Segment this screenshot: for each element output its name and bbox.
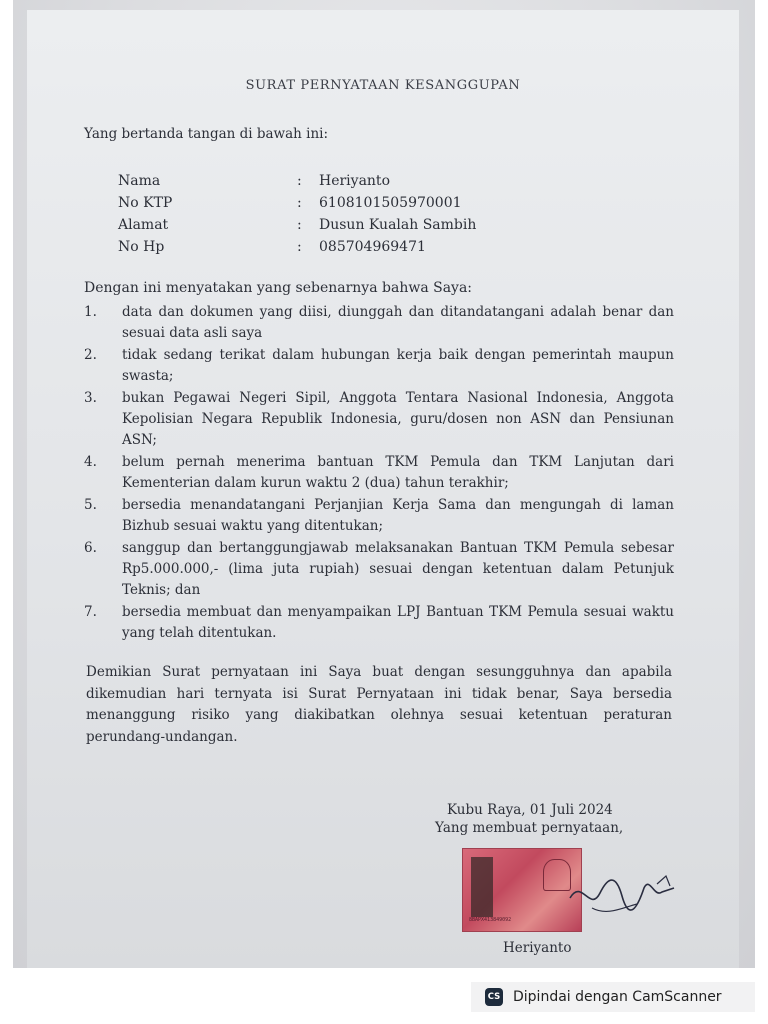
signer-label: Yang membuat pernyataan, — [435, 820, 624, 836]
list-item — [84, 602, 674, 644]
field-value: 085704969471 — [319, 239, 426, 255]
item-number: 1. — [84, 304, 97, 320]
field-row-name — [118, 170, 476, 192]
field-separator: : — [297, 217, 302, 233]
item-number: 6. — [84, 540, 97, 556]
field-row-phone — [118, 236, 476, 258]
item-number: 5. — [84, 497, 97, 513]
intro-text: Yang bertanda tangan di bawah ini: — [84, 126, 329, 142]
item-text: tidak sedang terikat dalam hubungan kerja baik dengan pemerintah maupun swasta; — [122, 347, 674, 384]
list-item — [84, 538, 674, 601]
document-paper — [27, 10, 739, 968]
item-text: bukan Pegawai Negeri Sipil, Anggota Tentara Nasional Indonesia, Anggota Kepolisian Negara Republik Indonesia, guru/dosen non ASN dan Pensiunan ASN; — [122, 390, 674, 448]
item-text: sanggup dan bertanggungjawab melaksanakan Bantuan TKM Pemula sebesar Rp5.000.000,- (lima juta rupiah) sesuai dengan ketentuan dalam Petunjuk Teknis; dan — [122, 540, 674, 598]
field-separator: : — [297, 173, 302, 189]
field-row-address — [118, 214, 476, 236]
list-item — [84, 302, 674, 344]
statement-list — [84, 302, 674, 645]
list-item — [84, 452, 674, 494]
list-item — [84, 345, 674, 387]
field-label: Alamat — [118, 217, 169, 233]
item-text: bersedia menandatangani Perjanjian Kerja Sama dan mengungah di laman Bizhub sesuai waktu yang ditentukan; — [122, 497, 674, 534]
signed-name: Heriyanto — [503, 940, 572, 956]
stamp-shadow — [471, 857, 493, 917]
stamp-code: 8BAPX413849092 — [469, 917, 512, 923]
field-separator: : — [297, 239, 302, 255]
place-date: Kubu Raya, 01 Juli 2024 — [447, 802, 613, 818]
item-number: 2. — [84, 347, 97, 363]
field-value: Dusun Kualah Sambih — [319, 217, 477, 233]
field-value: Heriyanto — [319, 173, 390, 189]
field-row-ktp — [118, 192, 476, 214]
camscanner-text: Dipindai dengan CamScanner — [513, 989, 722, 1005]
document-title: SURAT PERNYATAAN KESANGGUPAN — [245, 78, 521, 93]
camscanner-icon: CS — [485, 988, 503, 1006]
identity-fields — [118, 170, 476, 258]
item-text: belum pernah menerima bantuan TKM Pemula dan TKM Lanjutan dari Kementerian dalam kurun waktu 2 (dua) tahun terakhir; — [122, 454, 674, 491]
signature-scribble — [562, 858, 682, 928]
camscanner-badge — [471, 982, 755, 1012]
field-label: No KTP — [118, 195, 173, 211]
list-item — [84, 388, 674, 451]
closing-paragraph: Demikian Surat pernyataan ini Saya buat dengan sesungguhnya dan apabila dikemudian hari ternyata isi Surat Pernyataan ini tidak benar, Saya bersedia menanggung risiko yang diakibatkan olehnya sesuai ketentuan peraturan perundang-undangan. — [86, 664, 672, 745]
item-text: bersedia membuat dan menyampaikan LPJ Bantuan TKM Pemula sesuai waktu yang telah ditentukan. — [122, 604, 674, 641]
item-number: 4. — [84, 454, 97, 470]
field-value: 6108101505970001 — [319, 195, 462, 211]
item-number: 3. — [84, 390, 97, 406]
scanned-page — [13, 0, 755, 968]
list-item — [84, 495, 674, 537]
field-label: No Hp — [118, 239, 165, 255]
field-separator: : — [297, 195, 302, 211]
field-label: Nama — [118, 173, 161, 189]
item-number: 7. — [84, 604, 97, 620]
statement-text: Dengan ini menyatakan yang sebenarnya bahwa Saya: — [84, 280, 473, 296]
item-text: data dan dokumen yang diisi, diunggah dan ditandatangani adalah benar dan sesuai data asli saya — [122, 304, 674, 341]
